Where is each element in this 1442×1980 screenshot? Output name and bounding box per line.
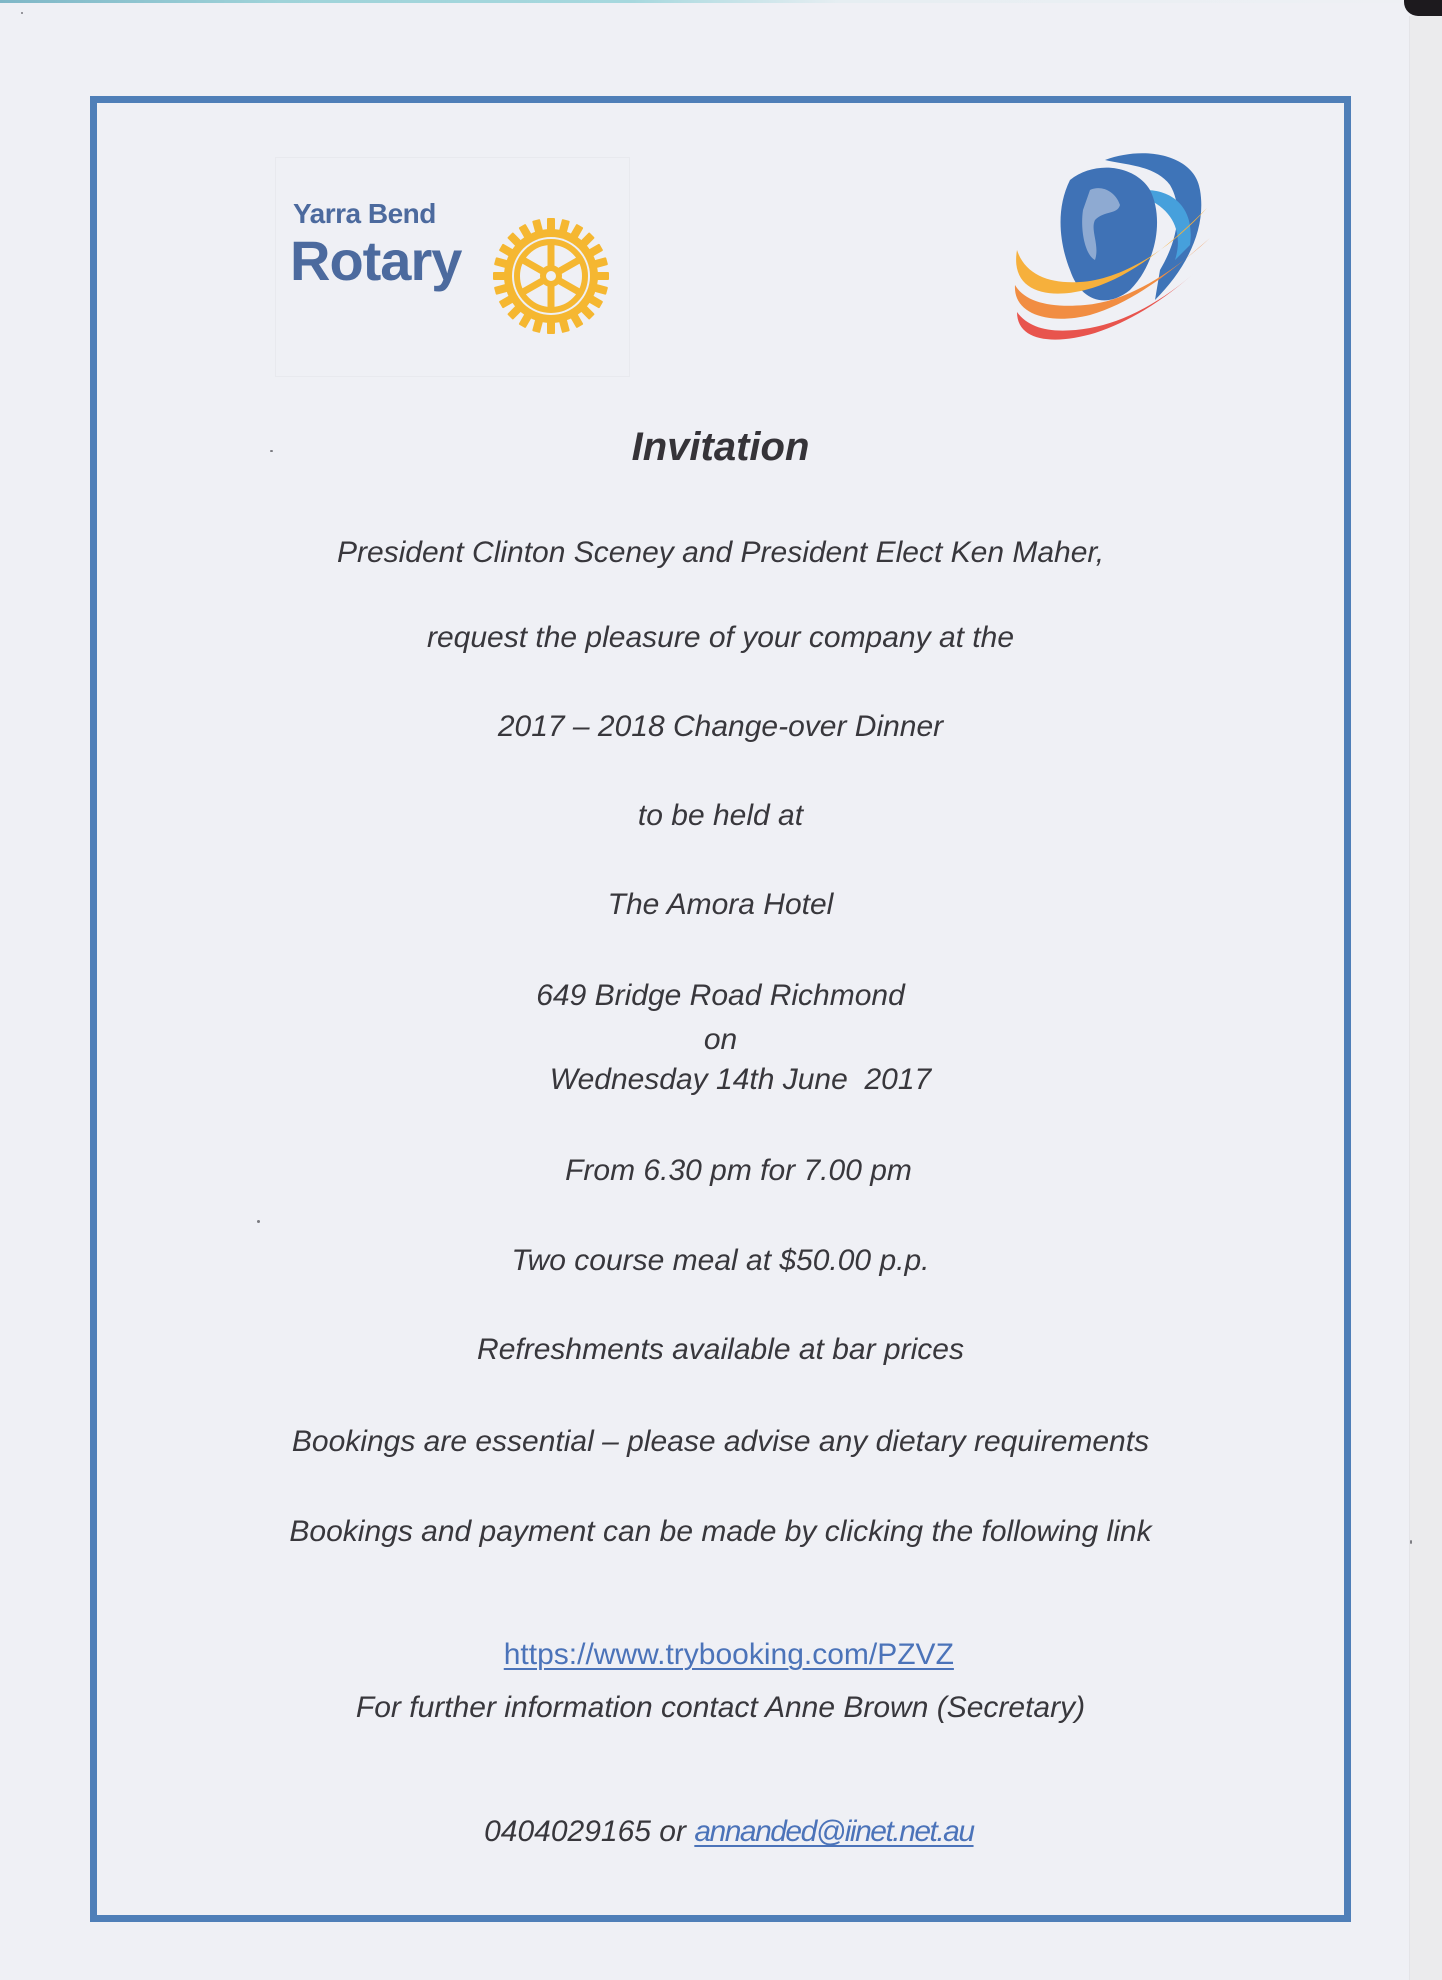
scan-speck: [1410, 1540, 1412, 1544]
or-text: or: [650, 1815, 695, 1848]
venue-address: 649 Bridge Road Richmond: [536, 979, 905, 1012]
globe-swoosh-icon: [995, 150, 1225, 350]
logo-club-name: Yarra Bend: [293, 198, 436, 229]
scan-speck: [21, 12, 23, 14]
bookings-payment-line: Bookings and payment can be made by clicking the following link: [289, 1515, 1152, 1548]
contact-line: For further information contact Anne Brown (Secretary): [355, 1691, 1086, 1724]
held-at-line: to be held at: [637, 799, 804, 832]
meal-price: Two course meal at $50.00 p.p.: [511, 1244, 930, 1277]
refreshments-line: Refreshments available at bar prices: [477, 1333, 964, 1366]
rotary-wheel-icon: [491, 216, 611, 336]
hosts-line: President Clinton Sceney and President Elect Ken Maher,: [336, 536, 1105, 569]
booking-link[interactable]: https://www.trybooking.com/PZVZ: [503, 1638, 954, 1671]
logo-rotary-wordmark: Rotary: [290, 229, 462, 292]
scan-artifact-top: [0, 0, 1400, 3]
email-link[interactable]: annanded@iinet.net.au: [694, 1815, 974, 1848]
scan-speck: [270, 450, 273, 452]
event-date: Wednesday 14th June 2017: [549, 1063, 932, 1096]
venue-name: The Amora Hotel: [607, 888, 834, 921]
phone-number: 0404029165: [484, 1815, 651, 1848]
on-line: on: [703, 1023, 738, 1056]
invitation-title: Invitation: [631, 425, 810, 469]
scan-artifact-right-edge: [1409, 16, 1442, 1980]
bookings-essential-line: Bookings are essential – please advise any dietary requirements: [291, 1425, 1150, 1458]
contact-details-line: [90, 1778, 1351, 1850]
yarra-bend-rotary-logo: [275, 157, 630, 377]
event-name: 2017 – 2018 Change-over Dinner: [497, 710, 944, 743]
scan-speck: [257, 1220, 260, 1223]
scan-artifact-corner: [1404, 0, 1442, 16]
event-time: From 6.30 pm for 7.00 pm: [565, 1154, 912, 1187]
request-line: request the pleasure of your company at the: [426, 621, 1015, 654]
